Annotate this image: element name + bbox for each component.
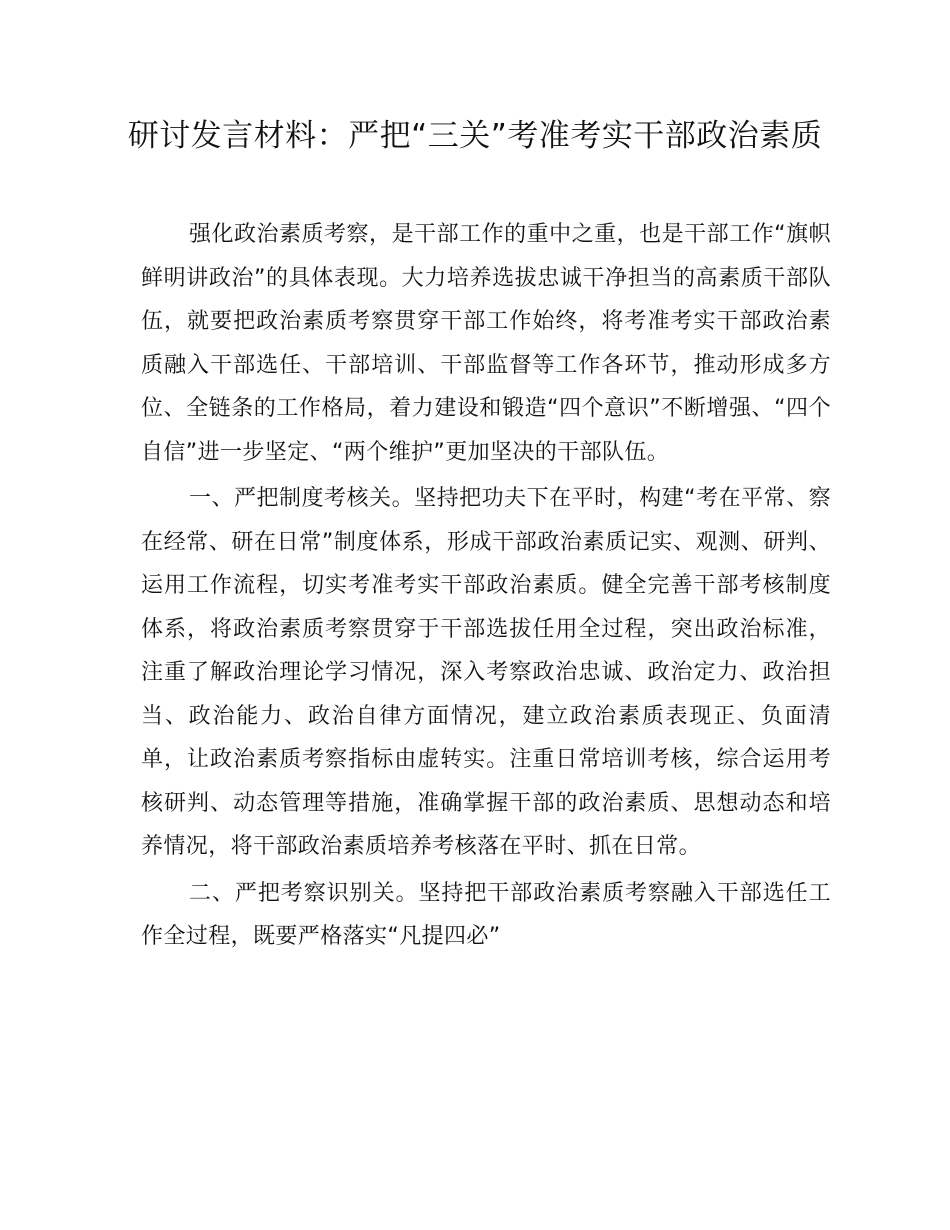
paragraph-section-two: 二、严把考察识别关。坚持把干部政治素质考察融入干部选任工作全过程，既要严格落实“凡提四必” (141, 880, 831, 949)
document-title: 研讨发言材料：严把“三关”考准考实干部政治素质 (127, 118, 823, 154)
paragraph-section-one: 一、严把制度考核关。坚持把功夫下在平时，构建“考在平常、察在经常、研在日常”制度体系，形成干部政治素质记实、观测、研判、运用工作流程，切实考准考实干部政治素质。健全完善干部考核制度体系，将政治素质考察贯穿于干部选拔任用全过程，突出政治标准，注重了解政治理论学习情况，深入考察政治忠诚、政治定力、政治担当、政治能力、政治自律方面情况，建立政治素质表现正、负面清单，让政治素质考察指标由虚转实。注重日常培训考核，综合运用考核研判、动态管理等措施，准确掌握干部的政治素质、思想动态和培养情况，将干部政治素质培养考核落在平时、抓在日常。 (141, 486, 831, 859)
document-body (141, 213, 831, 959)
paragraph-intro: 强化政治素质考察，是干部工作的重中之重，也是干部工作“旗帜鲜明讲政治”的具体表现。大力培养选拔忠诚干净担当的高素质干部队伍，就要把政治素质考察贯穿干部工作始终，将考准考实干部政治素质融入干部选任、干部培训、干部监督等工作各环节，推动形成多方位、全链条的工作格局，着力建设和锻造“四个意识”不断增强、“四个自信”进一步坚定、“两个维护”更加坚决的干部队伍。 (141, 222, 831, 465)
